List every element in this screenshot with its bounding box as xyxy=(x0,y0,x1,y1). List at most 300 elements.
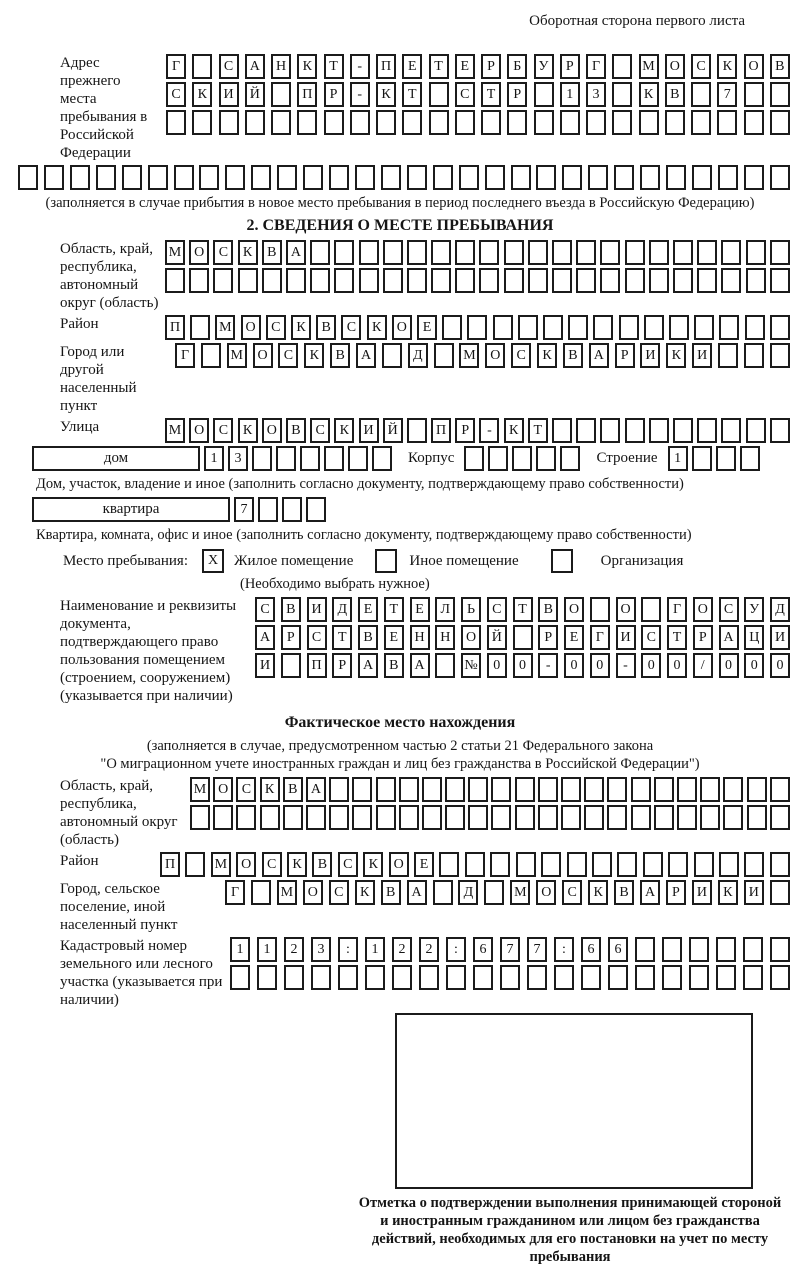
char-cell xyxy=(455,240,475,265)
char-cell: К xyxy=(537,343,557,368)
region-cells-row-1 xyxy=(165,240,790,265)
char-cell xyxy=(199,165,219,190)
char-cell: - xyxy=(538,653,558,678)
char-cell xyxy=(297,110,317,135)
char-cell xyxy=(407,240,427,265)
char-cell xyxy=(700,805,720,830)
korpus-cells xyxy=(464,446,580,471)
char-cell xyxy=(576,418,596,443)
char-cell: П xyxy=(297,82,317,107)
district-label: Район xyxy=(60,316,99,332)
char-cell xyxy=(641,597,661,622)
char-cell xyxy=(770,418,790,443)
street-cells-row xyxy=(165,418,790,443)
char-cell: М xyxy=(639,54,659,79)
char-cell xyxy=(744,343,764,368)
actual-city-block xyxy=(60,880,790,934)
char-cell xyxy=(122,165,142,190)
char-cell xyxy=(770,880,790,905)
char-cell xyxy=(744,852,764,877)
char-cell xyxy=(433,165,453,190)
korpus-label: Корпус xyxy=(408,450,455,466)
char-cell: А xyxy=(719,625,739,650)
char-cell xyxy=(213,268,233,293)
char-cell: В xyxy=(262,240,282,265)
char-cell xyxy=(669,315,689,340)
char-cell: П xyxy=(165,315,185,340)
char-cell: Н xyxy=(410,625,430,650)
char-cell: К xyxy=(639,82,659,107)
char-cell: В xyxy=(316,315,336,340)
char-cell: В xyxy=(312,852,332,877)
char-cell xyxy=(718,343,738,368)
char-cell: О xyxy=(189,240,209,265)
char-cell: Й xyxy=(245,82,265,107)
char-cell xyxy=(718,165,738,190)
char-cell: 2 xyxy=(392,937,412,962)
char-cell xyxy=(382,343,402,368)
char-cell: К xyxy=(355,880,375,905)
char-cell: С xyxy=(691,54,711,79)
char-cell: 3 xyxy=(586,82,606,107)
char-cell xyxy=(643,852,663,877)
char-cell xyxy=(635,965,655,990)
actual-district-label: Район xyxy=(60,853,99,869)
char-cell: Е xyxy=(455,54,475,79)
char-cell xyxy=(473,965,493,990)
char-cell xyxy=(541,852,561,877)
char-cell: Й xyxy=(383,418,403,443)
char-cell xyxy=(614,165,634,190)
char-cell xyxy=(359,268,379,293)
char-cell xyxy=(552,268,572,293)
char-cell xyxy=(590,597,610,622)
char-cell: 0 xyxy=(513,653,533,678)
char-cell xyxy=(300,446,320,471)
char-cell: О xyxy=(389,852,409,877)
char-cell: Р xyxy=(538,625,558,650)
char-cell: В xyxy=(283,777,303,802)
char-cell: 1 xyxy=(230,937,250,962)
char-cell xyxy=(201,343,221,368)
char-cell xyxy=(429,82,449,107)
char-cell: С xyxy=(213,418,233,443)
char-cell xyxy=(649,268,669,293)
char-cell xyxy=(446,965,466,990)
char-cell xyxy=(245,110,265,135)
char-cell xyxy=(612,110,632,135)
char-cell: А xyxy=(255,625,275,650)
char-cell xyxy=(619,315,639,340)
char-cell xyxy=(747,805,767,830)
char-cell xyxy=(770,268,790,293)
char-cell xyxy=(329,777,349,802)
char-cell xyxy=(576,268,596,293)
actual-district-block xyxy=(60,852,790,877)
char-cell: И xyxy=(744,880,764,905)
char-cell: К xyxy=(376,82,396,107)
char-cell: Р xyxy=(281,625,301,650)
char-cell xyxy=(538,805,558,830)
char-cell xyxy=(419,965,439,990)
char-cell xyxy=(744,110,764,135)
char-cell xyxy=(677,777,697,802)
actual-region-rows xyxy=(190,777,790,830)
doc-block xyxy=(60,597,790,705)
char-cell xyxy=(747,777,767,802)
stay-type-note: (Необходимо выбрать нужное) xyxy=(240,576,430,592)
cadastral-label: Кадастровый номер земельного или лесного участка (указывается при наличии) xyxy=(60,938,223,1008)
char-cell xyxy=(639,110,659,135)
stay-option-label-residential: Жилое помещение xyxy=(234,552,354,569)
char-cell: О xyxy=(536,880,556,905)
char-cell xyxy=(516,852,536,877)
char-cell xyxy=(511,165,531,190)
char-cell: 0 xyxy=(667,653,687,678)
char-cell: 1 xyxy=(257,937,277,962)
char-cell xyxy=(491,805,511,830)
char-cell: 0 xyxy=(744,653,764,678)
char-cell xyxy=(600,268,620,293)
char-cell xyxy=(515,805,535,830)
char-cell xyxy=(504,268,524,293)
char-cell: 0 xyxy=(487,653,507,678)
char-cell xyxy=(350,110,370,135)
char-cell: С xyxy=(641,625,661,650)
char-cell xyxy=(329,805,349,830)
char-cell xyxy=(536,165,556,190)
stay-option-checkbox-organization xyxy=(551,549,573,573)
char-cell xyxy=(271,110,291,135)
char-cell xyxy=(518,315,538,340)
section2-title: 2. СВЕДЕНИЯ О МЕСТЕ ПРЕБЫВАНИЯ xyxy=(246,217,554,234)
char-cell xyxy=(649,418,669,443)
char-cell: 6 xyxy=(608,937,628,962)
char-cell: Р xyxy=(560,54,580,79)
char-cell: О xyxy=(693,597,713,622)
char-cell: 0 xyxy=(564,653,584,678)
stroenie-label: Строение xyxy=(596,450,658,466)
house-caption: Дом, участок, владение и иное (заполнить согласно документу, подтверждающему право собственности) xyxy=(36,476,684,492)
char-cell xyxy=(504,240,524,265)
char-cell: М xyxy=(510,880,530,905)
char-cell: 1 xyxy=(204,446,224,471)
char-cell xyxy=(716,446,736,471)
char-cell xyxy=(484,880,504,905)
char-cell xyxy=(468,777,488,802)
char-cell xyxy=(407,418,427,443)
stay-option-label-organization: Организация xyxy=(600,552,684,569)
doc-cells-row-3 xyxy=(255,653,790,678)
char-cell xyxy=(18,165,38,190)
char-cell: 1 xyxy=(365,937,385,962)
char-cell xyxy=(189,268,209,293)
apartment-label-box: квартира xyxy=(32,497,230,522)
char-cell: К xyxy=(666,343,686,368)
char-cell: 7 xyxy=(717,82,737,107)
char-cell xyxy=(746,268,766,293)
char-cell: С xyxy=(310,418,330,443)
char-cell: В xyxy=(770,54,790,79)
char-cell: Т xyxy=(429,54,449,79)
char-cell xyxy=(694,315,714,340)
char-cell xyxy=(654,777,674,802)
char-cell: С xyxy=(266,315,286,340)
registration-mark-box xyxy=(395,1013,753,1189)
char-cell: А xyxy=(245,54,265,79)
region-cells-row-2 xyxy=(165,268,790,293)
apartment-caption: Квартира, комната, офис и иное (заполнить согласно документу, подтверждающему право собственности) xyxy=(36,527,692,543)
char-cell: Р xyxy=(481,54,501,79)
char-cell xyxy=(666,165,686,190)
char-cell: С xyxy=(255,597,275,622)
char-cell: С xyxy=(236,777,256,802)
char-cell xyxy=(238,268,258,293)
char-cell: М xyxy=(227,343,247,368)
char-cell: Д xyxy=(770,597,790,622)
char-cell xyxy=(770,343,790,368)
char-cell xyxy=(770,240,790,265)
char-cell: О xyxy=(262,418,282,443)
char-cell: О xyxy=(253,343,273,368)
char-cell xyxy=(593,315,613,340)
char-cell: Р xyxy=(332,653,352,678)
char-cell xyxy=(716,937,736,962)
char-cell: 6 xyxy=(581,937,601,962)
stay-option-checkbox-other-premises xyxy=(375,549,397,573)
char-cell: О xyxy=(564,597,584,622)
char-cell: С xyxy=(213,240,233,265)
char-cell: И xyxy=(770,625,790,650)
char-cell xyxy=(422,805,442,830)
char-cell xyxy=(383,268,403,293)
char-cell: С xyxy=(307,625,327,650)
doc-cells-row-1 xyxy=(255,597,790,622)
char-cell xyxy=(689,965,709,990)
char-cell xyxy=(677,805,697,830)
char-cell xyxy=(770,315,790,340)
char-cell xyxy=(479,268,499,293)
char-cell xyxy=(442,315,462,340)
char-cell xyxy=(528,268,548,293)
char-cell: : xyxy=(446,937,466,962)
char-cell: В xyxy=(358,625,378,650)
char-cell xyxy=(399,805,419,830)
char-cell: О xyxy=(213,777,233,802)
char-cell xyxy=(644,315,664,340)
page-header-note: Оборотная сторона первого листа xyxy=(529,13,745,29)
char-cell: К xyxy=(334,418,354,443)
char-cell: Д xyxy=(458,880,478,905)
char-cell xyxy=(148,165,168,190)
char-cell: Р xyxy=(615,343,635,368)
char-cell xyxy=(348,446,368,471)
char-cell xyxy=(607,777,627,802)
char-cell: О xyxy=(665,54,685,79)
char-cell xyxy=(625,418,645,443)
char-cell xyxy=(464,446,484,471)
char-cell: Г xyxy=(225,880,245,905)
char-cell xyxy=(258,497,278,522)
char-cell xyxy=(770,777,790,802)
char-cell: С xyxy=(341,315,361,340)
char-cell: Е xyxy=(417,315,437,340)
char-cell: - xyxy=(479,418,499,443)
char-cell: 7 xyxy=(234,497,254,522)
actual-region-cells-row-1 xyxy=(190,777,790,802)
char-cell xyxy=(576,240,596,265)
char-cell xyxy=(407,165,427,190)
char-cell: П xyxy=(431,418,451,443)
char-cell xyxy=(352,805,372,830)
char-cell xyxy=(281,653,301,678)
char-cell xyxy=(560,110,580,135)
char-cell xyxy=(567,852,587,877)
char-cell: Р xyxy=(666,880,686,905)
char-cell xyxy=(625,240,645,265)
char-cell: И xyxy=(359,418,379,443)
char-cell xyxy=(431,268,451,293)
char-cell xyxy=(513,625,533,650)
char-cell xyxy=(455,110,475,135)
char-cell: 3 xyxy=(311,937,331,962)
char-cell: М xyxy=(211,852,231,877)
char-cell: Т xyxy=(481,82,501,107)
char-cell xyxy=(485,165,505,190)
char-cell: В xyxy=(286,418,306,443)
char-cell: Р xyxy=(693,625,713,650)
actual-region-label: Область, край, республика, автономный округ (область) xyxy=(60,778,178,848)
char-cell xyxy=(534,110,554,135)
char-cell: Н xyxy=(271,54,291,79)
char-cell xyxy=(376,777,396,802)
char-cell: 7 xyxy=(500,937,520,962)
char-cell: С xyxy=(329,880,349,905)
char-cell: К xyxy=(717,54,737,79)
street-label: Улица xyxy=(60,419,100,435)
char-cell xyxy=(631,777,651,802)
doc-rows xyxy=(255,597,790,678)
char-cell xyxy=(689,937,709,962)
char-cell: В xyxy=(330,343,350,368)
prev-address-cells-row-2 xyxy=(166,82,790,107)
stay-option-checkbox-residential: X xyxy=(202,549,224,573)
char-cell xyxy=(561,777,581,802)
char-cell xyxy=(352,777,372,802)
char-cell xyxy=(654,805,674,830)
char-cell xyxy=(608,965,628,990)
prev-address-overflow-cells-row xyxy=(18,165,790,190)
char-cell xyxy=(491,777,511,802)
actual-location-title: Фактическое место нахождения xyxy=(284,714,516,731)
char-cell: П xyxy=(376,54,396,79)
char-cell xyxy=(770,110,790,135)
char-cell: А xyxy=(640,880,660,905)
char-cell: 0 xyxy=(590,653,610,678)
char-cell: Т xyxy=(528,418,548,443)
char-cell: И xyxy=(616,625,636,650)
char-cell xyxy=(640,165,660,190)
street-block xyxy=(60,418,790,443)
char-cell: С xyxy=(487,597,507,622)
actual-location-caption-line1: (заполняется в случае, предусмотренном частью 2 статьи 21 Федерального закона xyxy=(146,738,654,754)
char-cell: Т xyxy=(513,597,533,622)
char-cell xyxy=(219,110,239,135)
char-cell xyxy=(697,418,717,443)
char-cell: К xyxy=(192,82,212,107)
char-cell xyxy=(402,110,422,135)
prev-address-rows xyxy=(166,54,790,135)
char-cell xyxy=(588,165,608,190)
char-cell xyxy=(422,777,442,802)
char-cell: : xyxy=(338,937,358,962)
char-cell: И xyxy=(640,343,660,368)
char-cell xyxy=(324,110,344,135)
char-cell: И xyxy=(692,343,712,368)
char-cell xyxy=(527,965,547,990)
char-cell: Е xyxy=(358,597,378,622)
char-cell xyxy=(431,240,451,265)
char-cell: С xyxy=(455,82,475,107)
char-cell xyxy=(429,110,449,135)
char-cell xyxy=(635,937,655,962)
char-cell xyxy=(743,965,763,990)
char-cell xyxy=(439,852,459,877)
char-cell: Т xyxy=(402,82,422,107)
char-cell: Е xyxy=(564,625,584,650)
char-cell: К xyxy=(363,852,383,877)
apartment-cells xyxy=(234,497,326,522)
char-cell xyxy=(554,965,574,990)
char-cell xyxy=(381,165,401,190)
city-label: Город или другой населенный пункт xyxy=(60,344,137,414)
char-cell xyxy=(625,268,645,293)
char-cell: А xyxy=(286,240,306,265)
actual-region-cells-row-2 xyxy=(190,805,790,830)
char-cell xyxy=(631,805,651,830)
char-cell xyxy=(770,805,790,830)
char-cell xyxy=(552,418,572,443)
char-cell: С xyxy=(166,82,186,107)
city-block xyxy=(60,343,790,415)
char-cell xyxy=(365,965,385,990)
char-cell xyxy=(213,805,233,830)
char-cell xyxy=(174,165,194,190)
char-cell xyxy=(562,165,582,190)
char-cell: В xyxy=(281,597,301,622)
char-cell: Р xyxy=(455,418,475,443)
char-cell: А xyxy=(356,343,376,368)
char-cell: К xyxy=(504,418,524,443)
prev-address-block xyxy=(60,54,790,162)
char-cell xyxy=(665,110,685,135)
char-cell xyxy=(607,805,627,830)
cadastral-cells-row-1 xyxy=(230,937,790,962)
char-cell: И xyxy=(219,82,239,107)
char-cell: Д xyxy=(332,597,352,622)
char-cell: Г xyxy=(667,597,687,622)
stroenie-cells xyxy=(668,446,760,471)
char-cell xyxy=(528,240,548,265)
char-cell xyxy=(770,82,790,107)
char-cell xyxy=(543,315,563,340)
char-cell: Й xyxy=(487,625,507,650)
char-cell: А xyxy=(306,777,326,802)
char-cell xyxy=(277,165,297,190)
region-rows xyxy=(165,240,790,293)
char-cell xyxy=(721,418,741,443)
char-cell xyxy=(673,268,693,293)
